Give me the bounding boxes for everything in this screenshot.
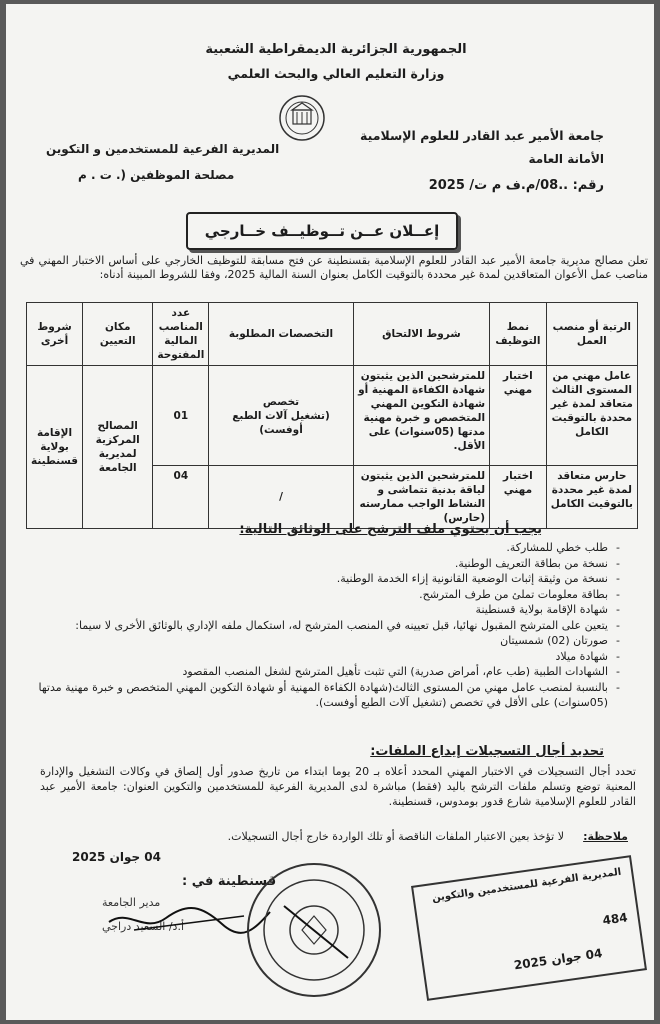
list-item: - طلب خطي للمشاركة. <box>6 540 620 556</box>
note-text: لا تؤخذ بعين الاعتبار الملفات الناقصة أو تلك الواردة خارج أجال التسجيلات. <box>227 830 564 843</box>
posts-cell: 01 <box>153 366 209 466</box>
other-conditions-cell: الإقامة بولاية قسنطينة <box>27 366 83 529</box>
col-header-mode: نمط التوظيف <box>490 303 547 366</box>
university-logo <box>278 94 326 142</box>
rector-title: مدير الجامعة <box>102 896 161 909</box>
col-header-posts: عدد المناصب المالية المفتوحة <box>153 303 209 366</box>
specialty-value: (تشغيل آلات الطبع أوفست) <box>232 409 330 436</box>
signature-date: 04 جوان 2025 <box>72 850 161 864</box>
list-item: - بالنسبة لمنصب عامل مهني من المستوى الثالث(شهادة الكفاءة المهنية أو شهادة التكوين المهني المتخصص و خبرة مهنية مدتها (05سنوات) على الأقل في تخصص (تشغيل آلات الطبع أوفست). <box>6 680 620 711</box>
registry-stamp <box>411 855 647 1001</box>
table-header-row <box>27 303 638 366</box>
documents-list <box>6 540 632 711</box>
list-item: - يتعين على المترشح المقبول نهائيا، قبل تعيينه في المنصب المترشح له، استكمال ملفه الإداري بالوثائق الأخرى لا سيما: <box>6 618 620 634</box>
general-secretariat: الأمانة العامة <box>528 152 604 166</box>
table-row <box>27 366 638 466</box>
list-item: - نسخة من وثيقة إثبات الوضعية القانونية إزاء الخدمة الوطنية. <box>6 571 620 587</box>
conditions-cell: للمترشحين الذين يثبتون شهادة الكفاءة المهنية أو شهادة التكوين المهني المتخصص و خبرة مهنية مدتها (05سنوات) على الأقل. <box>353 366 489 466</box>
specialty-cell <box>209 366 353 466</box>
col-header-other: شروط أخرى <box>27 303 83 366</box>
deadline-paragraph: تحدد أجال التسجيلات في الاختبار المهني المحدد أعلاه بـ 20 يوما ابتداء من تاريخ صدور أول إلصاق في وكالات التشغيل والإدارة المعنية توضع وتسلم ملفات الترشح باليد (فقط) مباشرة لدى المديرية الفرعية للمستخدمين والتكوين العنوان: جامعة الأمير عبد القادر للعلوم الإسلامية شارع قدور بومدوس، قسنطينة. <box>40 765 636 808</box>
announcement-document <box>6 4 654 1020</box>
signer-name: أ.د/ السعيد دراجي <box>102 920 185 933</box>
list-item: - شهادة ميلاد <box>6 649 620 665</box>
posts-cell: 04 <box>153 466 209 529</box>
specialty-label: تخصص <box>262 395 300 408</box>
staff-service: مصلحة الموظفين (. ت . م <box>78 168 235 182</box>
specialty-cell: / <box>209 466 353 529</box>
deadline-heading: تحديد أجال التسجيلات إيداع الملفات: <box>370 744 604 759</box>
announcement-title: إعــلان عــن تــوظيــف خــارجي <box>186 212 458 250</box>
list-item: - الشهادات الطبية (طب عام، أمراض صدرية) التي تثبت تأهيل المترشح لشغل المنصب المقصود <box>6 664 620 680</box>
grade-cell: عامل مهني من المستوى الثالث متعاقد لمدة غير محددة بالتوقيت الكامل <box>546 366 637 466</box>
republic-heading: الجمهورية الجزائرية الديمقراطية الشعبية <box>205 42 467 57</box>
col-header-grade: الرتبة أو منصب العمل <box>546 303 637 366</box>
list-item: - صورتان (02) شمسيتان <box>6 633 620 649</box>
col-header-specialties: التخصصات المطلوبة <box>209 303 353 366</box>
positions-table <box>26 302 638 529</box>
location-cell: المصالح المركزية لمديرية الجامعة <box>83 366 153 529</box>
grade-cell: حارس متعاقد لمدة غير محددة بالتوقيت الكامل <box>546 466 637 529</box>
list-item: - نسخة من بطاقة التعريف الوطنية. <box>6 556 620 572</box>
signature-place: قسنطينة في : <box>182 874 277 889</box>
mode-cell: اختبار مهني <box>490 466 547 529</box>
stamp-registry: المديرية الفرعية للمستخدمين والتكوين <box>431 866 622 905</box>
col-header-conditions: شروط الالتحاق <box>353 303 489 366</box>
stamp-number: 484 <box>601 910 629 928</box>
note-label: ملاحظة: <box>583 830 628 843</box>
documents-heading: يجب أن يحتوي ملف الترشح على الوثائق التالية: <box>239 522 542 537</box>
official-seal <box>244 860 384 1000</box>
list-item: - شهادة الإقامة بولاية قسنطينة <box>6 602 620 618</box>
mode-cell: اختبار مهني <box>490 366 547 466</box>
reference-number: رقم: ..08/م.ف م ت/ 2025 <box>428 178 604 193</box>
intro-paragraph: تعلن مصالح مديرية جامعة الأمير عبد القادر للعلوم الإسلامية بقسنطينة عن فتح مسابقة للتوظيف الخارجي على أساس الاختبار المهني في مناصب عمل الأعوان المتعاقدين لمدة غير محددة بالتوقيت الكامل بعنوان السنة المالية 2025، وفقا للشروط المبينة أدناه: <box>20 254 648 281</box>
subdirectorate-name: المديرية الفرعية للمستخدمين و التكوين <box>46 142 280 156</box>
col-header-location: مكان التعيين <box>83 303 153 366</box>
list-item: - بطاقة معلومات تملئ من طرف المترشح. <box>6 587 620 603</box>
conditions-cell: للمترشحين الذين يثبتون لياقة بدنية تتماشى و النشاط الواجب ممارسته (حارس) <box>353 466 489 529</box>
ministry-heading: وزارة التعليم العالي والبحث العلمي <box>227 66 445 81</box>
university-name: جامعة الأمير عبد القادر للعلوم الإسلامية <box>360 128 604 143</box>
stamp-date: 04 جوان 2025 <box>513 946 604 973</box>
